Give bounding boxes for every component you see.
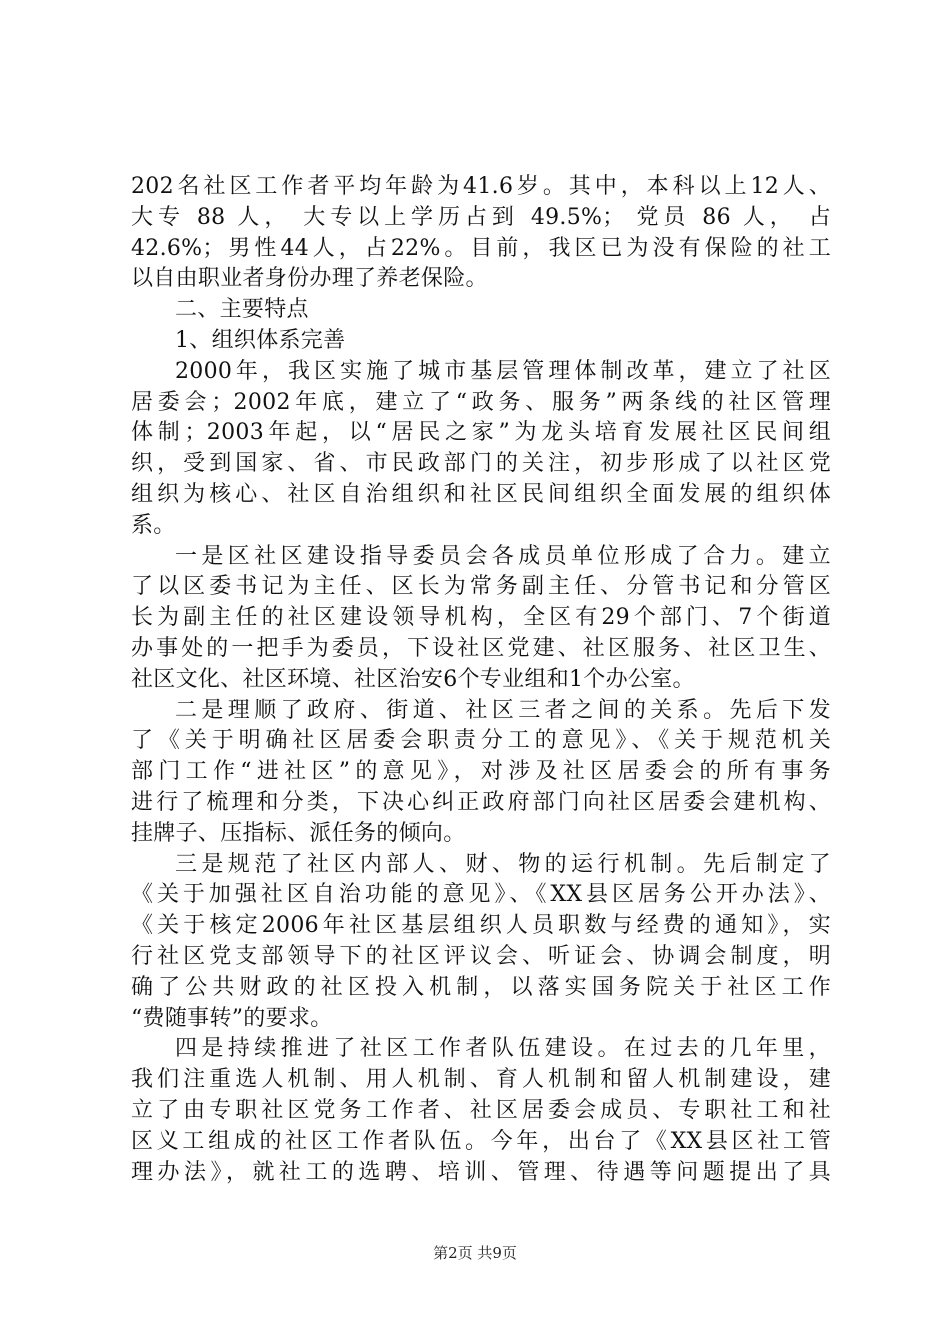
text-line: 进行了梳理和分类，下决心纠正政府部门向社区居委会建机构、 <box>131 789 831 815</box>
text-line: 202名社区工作者平均年龄为41.6岁。其中，本科以上12人、 <box>131 174 831 199</box>
text-line: 办事处的一把手为委员，下设社区党建、社区服务、社区卫生、 <box>131 635 831 661</box>
text-line: 居委会；2002年底，建立了“政务、服务”两条线的社区管理 <box>131 389 831 415</box>
text-line: 体制；2003年起，以“居民之家”为龙头培育发展社区民间组 <box>131 420 831 446</box>
text-line: 立了由专职社区党务工作者、社区居委会成员、专职社工和社 <box>131 1097 831 1123</box>
text-line: 大专 88 人， 大专以上学历占到 49.5%； 党员 86 人， 占 <box>131 204 831 230</box>
text-line: 三是规范了社区内部人、财、物的运行机制。先后制定了 <box>175 851 831 877</box>
page-footer: 第2页 共9页 <box>433 1244 517 1262</box>
text-line: 《关于加强社区自治功能的意见》、《XX县区居务公开办法》、 <box>131 882 831 908</box>
text-line: 了《关于明确社区居委会职责分工的意见》、《关于规范机关 <box>131 728 831 754</box>
text-line: 系。 <box>131 512 176 538</box>
text-line: 了以区委书记为主任、区长为常务副主任、分管书记和分管区 <box>131 574 831 600</box>
text-line: 1、组织体系完善 <box>175 327 346 353</box>
text-line: 织，受到国家、省、市民政部门的关注，初步形成了以社区党 <box>131 451 831 477</box>
text-line: 《关于核定2006年社区基层组织人员职数与经费的通知》，实 <box>131 913 831 939</box>
text-line: 42.6%；男性44人，占22%。目前，我区已为没有保险的社工 <box>131 235 831 261</box>
text-line: 挂牌子、压指标、派任务的倾向。 <box>131 820 466 846</box>
text-line: 二、主要特点 <box>175 297 309 323</box>
text-line: 行社区党支部领导下的社区评议会、听证会、协调会制度，明 <box>131 943 831 969</box>
document-body <box>131 172 831 1188</box>
text-line: 确了公共财政的社区投入机制，以落实国务院关于社区工作 <box>131 974 831 1000</box>
text-line: 四是持续推进了社区工作者队伍建设。在过去的几年里， <box>175 1036 831 1062</box>
text-line: 我们注重选人机制、用人机制、育人机制和留人机制建设，建 <box>131 1067 831 1093</box>
text-line: 以自由职业者身份办理了养老保险。 <box>131 266 488 292</box>
text-line: 区义工组成的社区工作者队伍。今年，出台了《XX县区社工管 <box>131 1128 831 1154</box>
text-line: 社区文化、社区环境、社区治安6个专业组和1个办公室。 <box>131 666 695 692</box>
text-line: 二是理顺了政府、街道、社区三者之间的关系。先后下发 <box>175 697 831 723</box>
text-line: 长为副主任的社区建设领导机构，全区有29个部门、7个街道 <box>131 605 831 631</box>
text-line: “费随事转”的要求。 <box>131 1005 333 1031</box>
text-line: 部门工作“进社区”的意见》，对涉及社区居委会的所有事务 <box>131 759 831 785</box>
text-line: 一是区社区建设指导委员会各成员单位形成了合力。建立 <box>175 543 831 569</box>
text-line: 理办法》，就社工的选聘、培训、管理、待遇等问题提出了具 <box>131 1159 831 1185</box>
text-line: 组织为核心、社区自治组织和社区民间组织全面发展的组织体 <box>131 481 831 507</box>
text-line: 2000年，我区实施了城市基层管理体制改革，建立了社区 <box>175 358 831 384</box>
